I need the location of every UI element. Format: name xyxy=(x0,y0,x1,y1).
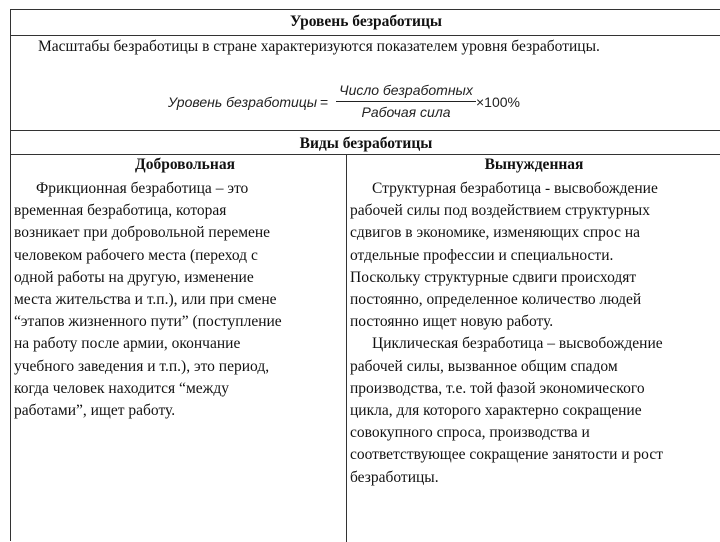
text-line: Структурная безработица - высвобождение xyxy=(372,180,658,197)
section-title-unemployment-types: Виды безработицы xyxy=(299,135,433,152)
section-title-unemployment-rate: Уровень безработицы xyxy=(289,13,443,30)
text-line: рабочей силы, вызванное общим спадом xyxy=(350,357,618,375)
formula-numerator: Число безработных xyxy=(339,82,473,98)
text-line: постоянно ищет новую работу. xyxy=(350,313,554,331)
text-line: соответствующее сокращение занятости и рост xyxy=(350,446,663,464)
text-line: одной работы на другую, изменение xyxy=(14,268,254,286)
text-line: постоянно, определенное количество людей xyxy=(350,291,642,308)
row-divider xyxy=(11,130,720,131)
text-line: отдельные профессии и специальности. xyxy=(350,246,614,264)
text-line: Циклическая безработица – высвобождение xyxy=(372,335,663,353)
text-line: Фрикционная безработица – это xyxy=(36,180,249,197)
text-line: места жительства и т.п.), или при смене xyxy=(14,291,277,308)
text-line: временная безработица, которая xyxy=(14,202,227,220)
formula-lhs: Уровень безработицы xyxy=(168,94,318,110)
column-divider xyxy=(346,154,347,542)
text-line: на работу после армии, окончание xyxy=(14,335,241,353)
column-heading-voluntary: Добровольная xyxy=(135,156,235,173)
column-heading-forced: Вынужденная xyxy=(484,156,584,173)
text-line: Поскольку структурные сдвиги происходят xyxy=(350,268,637,286)
text-line: сдвигов в экономике, изменяющих спрос на xyxy=(350,224,640,242)
text-line: возникает при добровольной перемене xyxy=(14,224,271,242)
unemployment-rate-formula xyxy=(168,84,548,124)
text-line: человеком рабочего места (переход с xyxy=(14,246,258,264)
text-line: работами”, ищет работу. xyxy=(14,402,176,419)
text-line: учебного заведения и т.п.), это период, xyxy=(14,357,270,375)
unemployment-rate-description: Масштабы безработицы в стране характеризуются показателем уровня безработицы. xyxy=(38,38,600,55)
text-line: совокупного спроса, производства и xyxy=(350,424,590,442)
formula-denominator: Рабочая сила xyxy=(361,104,451,120)
formula-equals: = xyxy=(320,94,329,110)
text-line: производства, т.е. той фазой экономического xyxy=(350,379,645,397)
text-line: безработицы. xyxy=(350,468,439,486)
formula-multiplier: ×100% xyxy=(476,94,520,110)
formula-fraction-bar xyxy=(336,101,476,102)
text-line: когда человек находится “между xyxy=(14,379,229,397)
text-line: “этапов жизненного пути” (поступление xyxy=(14,313,282,331)
text-line: цикла, для которого характерно сокращение xyxy=(350,402,642,419)
text-line: рабочей силы под воздействием структурных xyxy=(350,202,650,220)
